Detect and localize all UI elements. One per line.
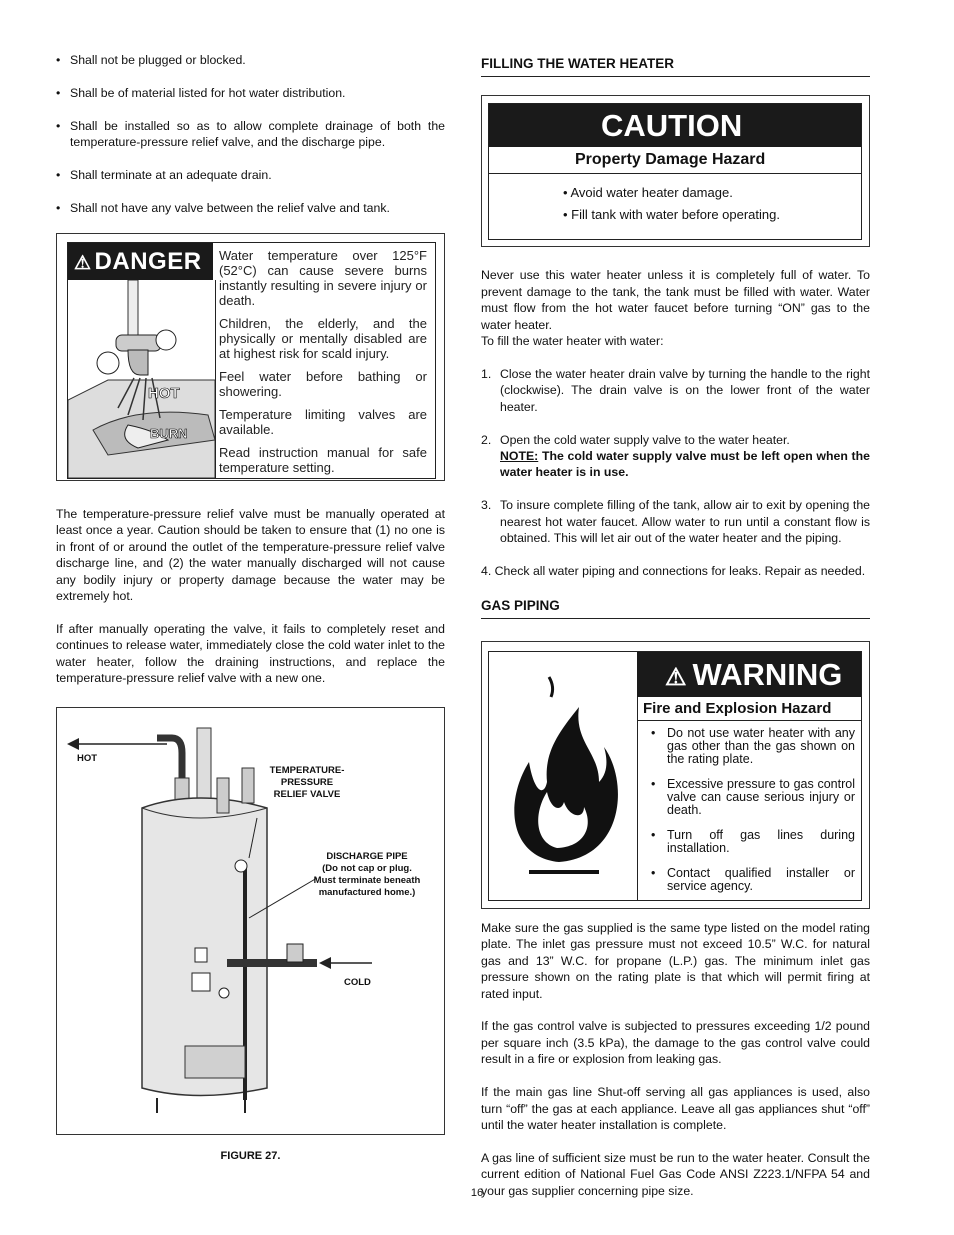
danger-label-box bbox=[56, 233, 445, 481]
left-column bbox=[56, 52, 445, 1164]
step-text: Close the water heater drain valve by turning the handle to the right (clockwise). The drain valve is on the lower front of the water heater. bbox=[500, 366, 870, 414]
caution-label bbox=[488, 103, 862, 240]
warning-item: • Contact qualified installer or service agency. bbox=[645, 867, 855, 893]
warning-item: • Excessive pressure to gas control valve can cause serious injury or death. bbox=[645, 778, 855, 817]
water-heater-diagram bbox=[57, 708, 444, 1132]
filling-heading: FILLING THE WATER HEATER bbox=[481, 56, 870, 77]
relief-valve-replace-paragraph: If after manually operating the valve, it fails to completely reset and continues to release water, immediately close the cold water inlet to the water heater, follow the draining instructions, and replace the temperature-pressure relief valve with a new one. bbox=[56, 621, 445, 686]
warning-heading bbox=[637, 652, 861, 697]
caution-list bbox=[489, 174, 861, 226]
fill-steps-list bbox=[481, 366, 870, 547]
warning-heading-text: WARNING bbox=[692, 656, 843, 692]
fill-intro-paragraph: Never use this water heater unless it is completely full of water. To prevent damage to the tank, the tank must be filled with water. Water must flow from the hot water faucet before turning “ON” gas to the water heater. bbox=[481, 268, 870, 332]
flame-icon bbox=[489, 652, 637, 900]
list-item: • Shall be installed so as to allow complete drainage of both the temperature-pressure relief valve, and the discharge pipe. bbox=[56, 118, 445, 151]
gas-paragraph: If the gas control valve is subjected to pressures exceeding 1/2 pound per square inch (3.5 kPa), the damage to the gas control valve could result in a fire or explosion from leaking gas. bbox=[481, 1019, 870, 1067]
note-label: NOTE: bbox=[500, 449, 539, 464]
caution-label-box bbox=[481, 95, 870, 247]
figure-27 bbox=[56, 707, 445, 1135]
danger-item: Feel water before bathing or showering. bbox=[219, 368, 427, 399]
danger-item: Water temperature over 125°F (52°C) can cause severe burns instantly resulting in severe injury or death. bbox=[219, 247, 427, 308]
warning-triangle-icon: ⚠ bbox=[74, 252, 92, 274]
gas-paragraph: Make sure the gas supplied is the same type listed on the model rating plate. The inlet gas pressure must not exceed 10.5” W.C. for natural gas and 13” W.C. for propane (L.P.) gas. The minimum inlet gas pressure shown on the rating plate is that which will permit firing at rated input. bbox=[481, 920, 870, 1001]
list-item: • Shall be of material listed for hot water distribution. bbox=[56, 85, 445, 101]
danger-item: Children, the elderly, and the physically or mentally disabled are at highest risk for scald injury. bbox=[219, 315, 427, 361]
note-text: The cold water supply valve must be left open when the water heater is in use. bbox=[500, 449, 870, 480]
step-text: To insure complete filling of the tank, allow air to exit by opening the nearest hot water faucet. Allow water to run until a constant flow is obtained. This will let air out of the water heater and the piping. bbox=[500, 498, 870, 546]
list-item bbox=[481, 497, 870, 546]
list-item: • Shall terminate at an adequate drain. bbox=[56, 167, 445, 183]
step-number: 2. bbox=[481, 432, 492, 447]
gas-piping-heading: GAS PIPING bbox=[481, 598, 870, 619]
warning-triangle-icon: ⚠ bbox=[665, 663, 687, 691]
list-item bbox=[481, 432, 870, 481]
tpr-valve-label: TEMPERATURE- PRESSURE RELIEF VALVE bbox=[269, 764, 345, 800]
step-number: 3. bbox=[481, 498, 492, 513]
relief-valve-operation-paragraph: The temperature-pressure relief valve must be manually operated at least once a year. Caution should be taken to ensure that (1) no one is in front of or around the outlet of the temperature-pressure relief valve discharge line, and (2) the water manually discharged will not cause any bodily injury or property damage because the water may be extremely hot. bbox=[56, 506, 445, 603]
danger-item: Read instruction manual for safe temperature setting. bbox=[219, 444, 427, 475]
danger-heading-text: DANGER bbox=[94, 247, 202, 275]
step-text: Open the cold water supply valve to the water heater. bbox=[500, 432, 790, 447]
scald-illustration bbox=[68, 280, 216, 478]
warning-item: • Turn off gas lines during installation. bbox=[645, 829, 855, 855]
danger-label bbox=[67, 242, 436, 479]
warning-list bbox=[645, 727, 855, 905]
hot-pipe-label: HOT bbox=[77, 752, 98, 764]
caution-heading: CAUTION bbox=[489, 104, 861, 147]
figure-caption: FIGURE 27. bbox=[220, 1149, 281, 1162]
gas-paragraph: If the main gas line Shut-off serving all gas appliances is used, also turn “off” the gas at each appliance. Leave all gas appliances shut “off” until the water heater installation is complete. bbox=[481, 1085, 870, 1132]
flame-illustration bbox=[489, 652, 638, 900]
list-item bbox=[481, 366, 870, 415]
danger-heading bbox=[68, 243, 213, 280]
caution-item: • Fill tank with water before operating. bbox=[563, 207, 780, 223]
warning-item: • Do not use water heater with any gas other than the gas shown on the rating plate. bbox=[645, 727, 855, 766]
discharge-pipe-label: DISCHARGE PIPE (Do not cap or plug. Must terminate beneath manufactured home.) bbox=[313, 850, 421, 898]
burn-label: BURN bbox=[150, 425, 188, 441]
step-number: 1. bbox=[481, 366, 492, 381]
gas-paragraph: A gas line of sufficient size must be run to the water heater. Consult the current edition of National Fuel Gas Code ANSI Z223.1/NFPA 54 and your gas supplier concerning pipe size. bbox=[481, 1150, 870, 1198]
page-number: 16 bbox=[470, 1187, 484, 1199]
hot-label: HOT bbox=[148, 384, 180, 402]
step-4: 4. Check all water piping and connections for leaks. Repair as needed. bbox=[481, 564, 866, 579]
warning-subheading: Fire and Explosion Hazard bbox=[637, 697, 861, 721]
warning-label bbox=[488, 651, 862, 901]
cold-pipe-label: COLD bbox=[344, 976, 371, 988]
relief-valve-requirements-list bbox=[56, 52, 445, 216]
list-item: • Shall not be plugged or blocked. bbox=[56, 52, 445, 68]
danger-item: Temperature limiting valves are available. bbox=[219, 406, 427, 437]
faucet-hand-illustration bbox=[68, 280, 215, 478]
caution-item: • Avoid water heater damage. bbox=[563, 185, 733, 201]
danger-text bbox=[219, 248, 427, 483]
warning-label-box bbox=[481, 641, 870, 909]
right-column bbox=[481, 56, 870, 1199]
fill-intro-line: To fill the water heater with water: bbox=[481, 334, 664, 349]
caution-subheading: Property Damage Hazard bbox=[489, 147, 861, 174]
list-item: • Shall not have any valve between the relief valve and tank. bbox=[56, 200, 445, 216]
